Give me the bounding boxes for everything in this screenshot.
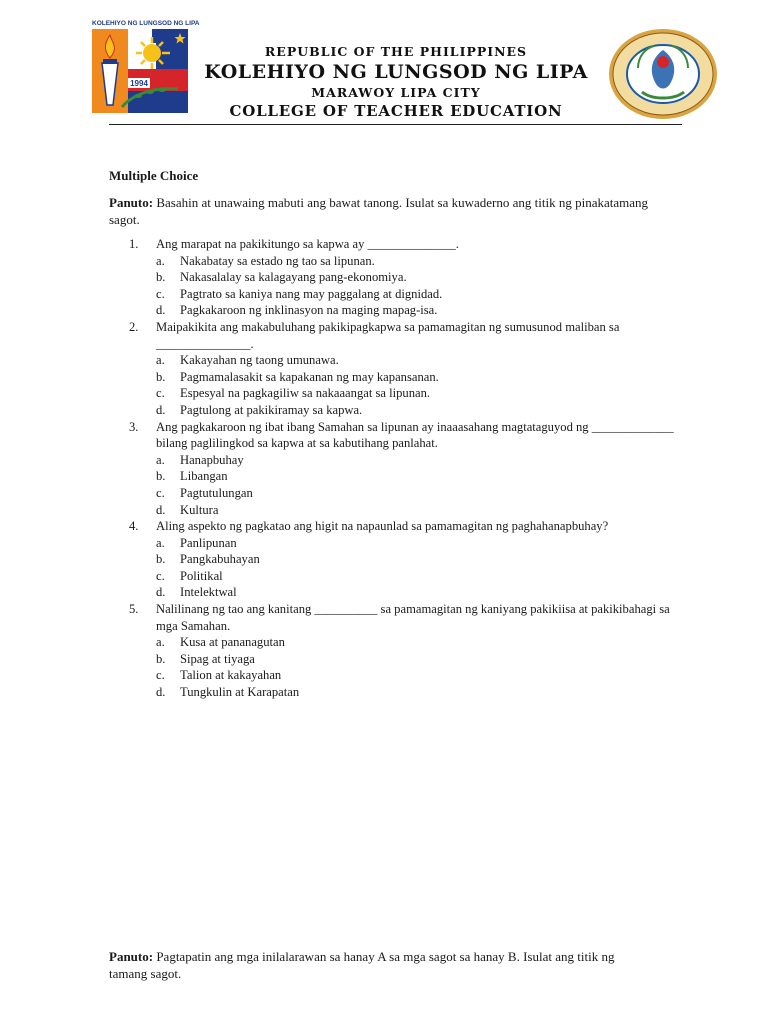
question-stem: Nalilinang ng tao ang kanitang __________ sa pamamagitan ng kaniyang pakikiisa at pakikibahagi sa mga Samahan. [156, 602, 670, 633]
answer-option [156, 468, 689, 485]
option-text: Intelektwal [180, 585, 237, 600]
option-text: Pagtutulungan [180, 485, 253, 500]
question-item [109, 419, 689, 519]
option-letter: a. [156, 452, 165, 467]
option-letter: a. [156, 253, 165, 268]
answer-option [156, 253, 689, 270]
question-item [109, 319, 689, 419]
question-number: 4. [129, 519, 139, 534]
option-text: Kultura [180, 502, 219, 517]
option-text: Nakasalalay sa kalagayang pang-ekonomiya. [180, 270, 407, 285]
instruction-label: Panuto: [109, 949, 154, 964]
option-text: Sipag at tiyaga [180, 651, 255, 666]
header-country: REPUBLIC OF THE PHILIPPINES [264, 44, 528, 59]
option-letter: d. [156, 502, 166, 517]
answer-option [156, 568, 689, 585]
option-text: Pagtrato sa kaniya nang may paggalang at dignidad. [180, 286, 443, 301]
answer-option [156, 634, 689, 651]
answer-option [156, 667, 689, 684]
option-text: Pagtulong at pakikiramay sa kapwa. [180, 402, 363, 417]
answer-option [156, 584, 689, 601]
option-text: Tungkulin at Karapatan [180, 685, 300, 700]
answer-option [156, 302, 689, 319]
instruction-label: Panuto: [109, 195, 154, 210]
option-text: Espesyal na pagkagiliw sa nakaaangat sa lipunan. [180, 386, 431, 401]
answer-option [156, 402, 689, 419]
answer-option [156, 502, 689, 519]
question-stem: Ang marapat na pakikitungo sa kapwa ay ______________. [156, 237, 459, 251]
question-stem: Aling aspekto ng pagkatao ang higit na napaunlad sa pamamagitan ng paghahanapbuhay? [156, 519, 609, 534]
question-item [109, 236, 689, 319]
option-text: Kakayahan ng taong umunawa. [180, 353, 339, 368]
answer-option [156, 452, 689, 469]
option-letter: b. [156, 552, 166, 567]
answer-option [156, 684, 689, 701]
answer-option [156, 369, 689, 386]
question-number: 3. [129, 419, 139, 434]
option-text: Politikal [180, 568, 223, 583]
answer-option [156, 352, 689, 369]
option-letter: d. [156, 402, 166, 417]
instruction-1 [109, 194, 649, 228]
answer-option [156, 286, 689, 303]
option-letter: c. [156, 668, 165, 683]
option-text: Pagkakaroon ng inklinasyon na maging mapag-isa. [180, 303, 438, 318]
answer-option [156, 535, 689, 552]
question-item [109, 518, 689, 601]
logo-year: 1994 [130, 79, 148, 88]
option-letter: a. [156, 535, 165, 550]
header-city: MARAWOY LIPA CITY [311, 85, 481, 100]
header-divider [109, 124, 682, 125]
college-seal [608, 28, 718, 120]
seal-emblem-icon [608, 28, 718, 120]
option-letter: a. [156, 353, 165, 368]
school-logo-emblem [92, 29, 188, 113]
option-letter: c. [156, 386, 165, 401]
answer-option [156, 551, 689, 568]
option-text: Pagmamalasakit sa kapakanan ng may kapansanan. [180, 369, 439, 384]
option-letter: d. [156, 685, 166, 700]
header-college: COLLEGE OF TEACHER EDUCATION [229, 102, 563, 120]
option-letter: b. [156, 270, 166, 285]
instruction-text: Pagtapatin ang mga inilalarawan sa hanay A sa mga sagot sa hanay B. Isulat ang titik ng tamang sagot. [109, 949, 615, 981]
question-number: 1. [129, 237, 139, 251]
question-number: 2. [129, 319, 139, 334]
school-logo [92, 20, 200, 112]
option-text: Pangkabuhayan [180, 552, 260, 567]
option-letter: a. [156, 635, 165, 650]
answer-option [156, 269, 689, 286]
question-list [109, 236, 689, 701]
option-text: Kusa at pananagutan [180, 635, 285, 650]
question-stem: Maipakikita ang makabuluhang pakikipagkapwa sa pamamagitan ng sumusunod maliban sa _______________. [156, 319, 620, 351]
option-text: Hanapbuhay [180, 452, 244, 467]
option-letter: d. [156, 585, 166, 600]
answer-option [156, 385, 689, 402]
option-text: Panlipunan [180, 535, 237, 550]
option-letter: c. [156, 485, 165, 500]
option-text: Talion at kakayahan [180, 668, 282, 683]
question-stem: Ang pagkakaroon ng ibat ibang Samahan sa lipunan ay inaaasahang magtataguyod ng _____________ bilang paglilingkod sa kapwa at sa kabutihang panlahat. [156, 419, 674, 451]
option-letter: b. [156, 651, 166, 666]
option-letter: c. [156, 286, 165, 301]
answer-option [156, 485, 689, 502]
option-text: Nakabatay sa estado ng tao sa lipunan. [180, 253, 375, 268]
option-letter: b. [156, 469, 166, 484]
logo-caption: KOLEHIYO NG LUNGSOD NG LIPA [92, 20, 200, 27]
header-school-name: KOLEHIYO NG LUNGSOD NG LIPA [204, 61, 588, 83]
answer-option [156, 651, 689, 668]
section-title: Multiple Choice [109, 168, 199, 183]
option-letter: b. [156, 369, 166, 384]
instruction-2 [109, 948, 649, 982]
instruction-text: Basahin at unawaing mabuti ang bawat tanong. Isulat sa kuwaderno ang titik ng pinakatamang sagot. [109, 195, 649, 227]
question-number: 5. [129, 602, 139, 617]
option-letter: c. [156, 568, 165, 583]
question-item [109, 601, 689, 701]
option-letter: d. [156, 303, 166, 318]
option-text: Libangan [180, 469, 228, 484]
